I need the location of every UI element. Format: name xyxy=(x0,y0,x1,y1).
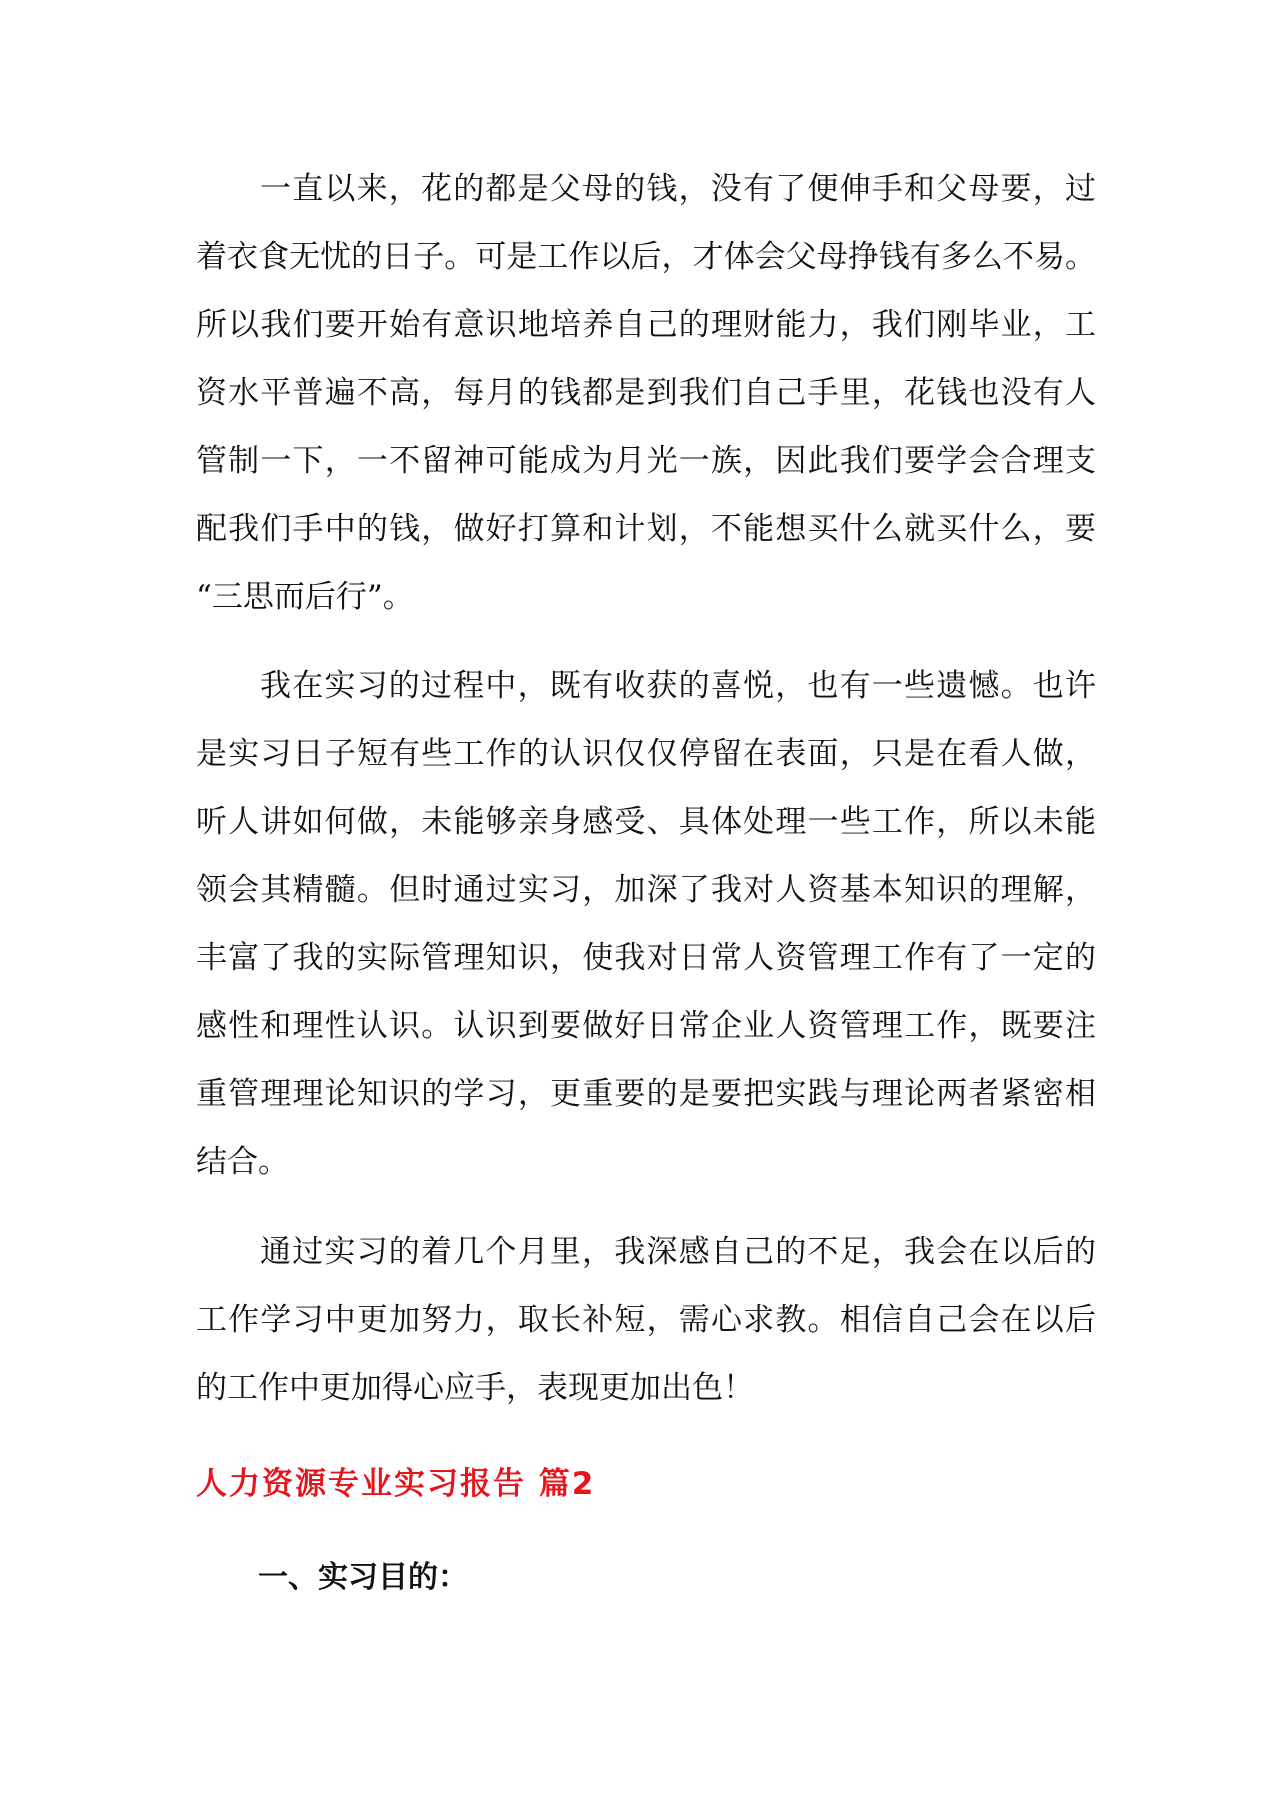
paragraph-line: 结合。 xyxy=(196,1144,289,1180)
paragraph-line: 配我们手中的钱，做好打算和计划，不能想买什么就买什么，要 xyxy=(196,511,1096,547)
paragraph-line: 一直以来，花的都是父母的钱，没有了便伸手和父母要，过 xyxy=(260,171,1096,207)
paragraph-line: 工作学习中更加努力，取长补短，需心求教。相信自己会在以后 xyxy=(196,1302,1096,1338)
paragraph-line: 是实习日子短有些工作的认识仅仅停留在表面，只是在看人做， xyxy=(196,736,1096,772)
paragraph-line: 资水平普遍不高，每月的钱都是到我们自己手里，花钱也没有人 xyxy=(196,375,1096,411)
paragraph-line: 感性和理性认识。认识到要做好日常企业人资管理工作，既要注 xyxy=(196,1008,1096,1044)
paragraph-conclusion xyxy=(196,1218,1096,1422)
paragraph-financial-management xyxy=(196,155,1096,631)
section-heading: 人力资源专业实习报告 篇2 xyxy=(196,1466,596,1502)
paragraph-line: 通过实习的着几个月里，我深感自己的不足，我会在以后的 xyxy=(260,1234,1096,1270)
paragraph-line: “三思而后行”。 xyxy=(196,579,414,615)
paragraph-line: 的工作中更加得心应手，表现更加出色！ xyxy=(196,1370,754,1406)
paragraph-line: 管制一下，一不留神可能成为月光一族，因此我们要学会合理支 xyxy=(196,443,1096,479)
paragraph-line: 重管理理论知识的学习，更重要的是要把实践与理论两者紧密相 xyxy=(196,1076,1096,1112)
paragraph-line: 着衣食无忧的日子。可是工作以后，才体会父母挣钱有多么不易。 xyxy=(196,239,1096,275)
paragraph-line: 我在实习的过程中，既有收获的喜悦，也有一些遗憾。也许 xyxy=(260,668,1096,704)
paragraph-internship-reflection xyxy=(196,652,1096,1196)
paragraph-line: 听人讲如何做，未能够亲身感受、具体处理一些工作，所以未能 xyxy=(196,804,1096,840)
subheading-internship-purpose: 一、实习目的： xyxy=(258,1560,468,1595)
paragraph-line: 丰富了我的实际管理知识，使我对日常人资管理工作有了一定的 xyxy=(196,940,1096,976)
paragraph-line: 领会其精髓。但时通过实习，加深了我对人资基本知识的理解， xyxy=(196,872,1096,908)
paragraph-line: 所以我们要开始有意识地培养自己的理财能力，我们刚毕业，工 xyxy=(196,307,1096,343)
